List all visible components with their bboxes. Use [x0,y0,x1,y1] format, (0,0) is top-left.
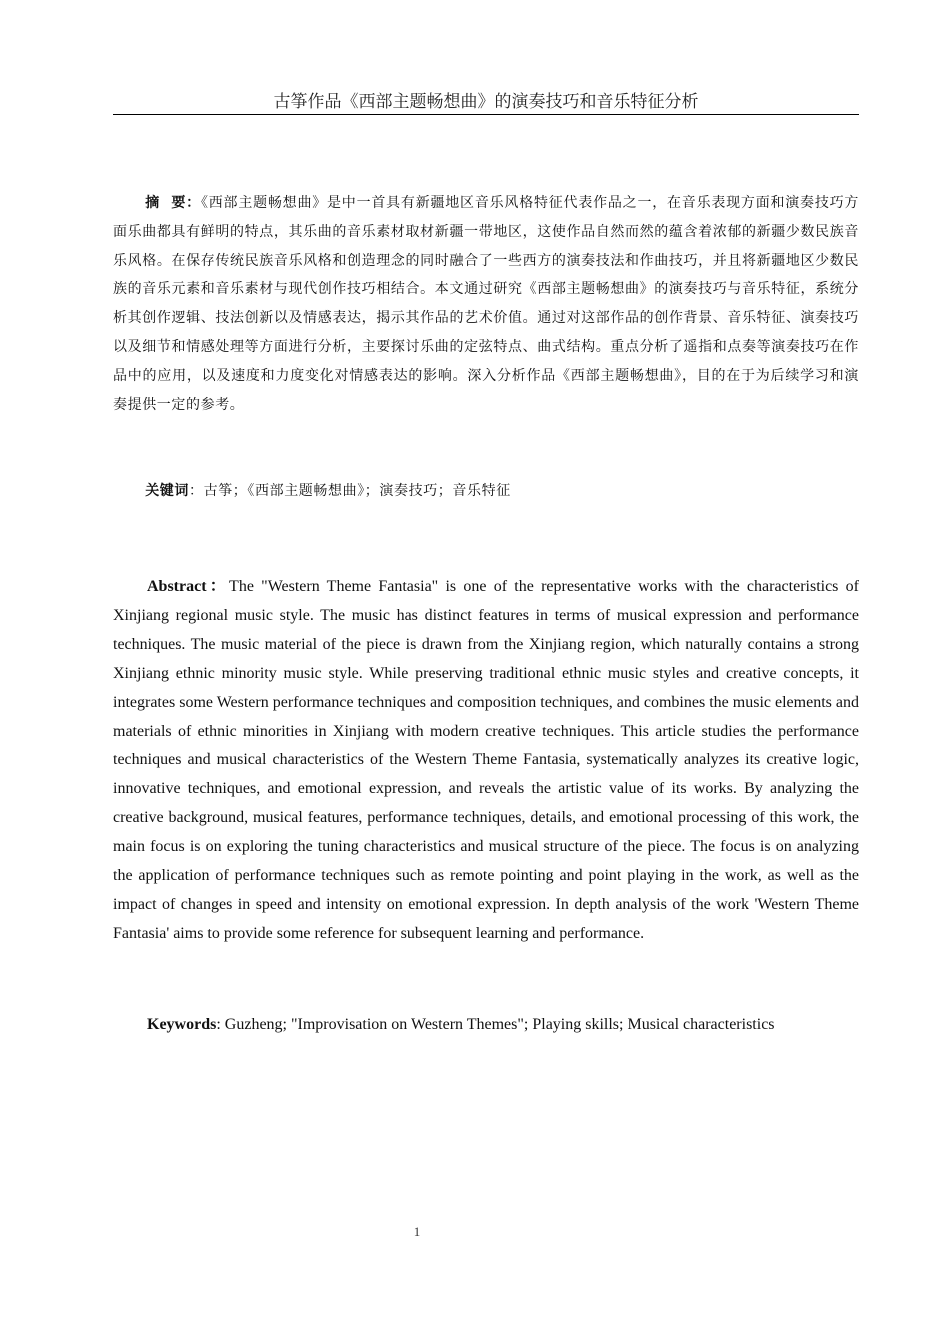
page-header-title: 古筝作品《西部主题畅想曲》的演奏技巧和音乐特征分析 [113,90,859,115]
chinese-keywords-label: 关键词 [145,483,189,499]
chinese-abstract [113,189,859,419]
english-abstract-separator: ： [206,578,230,595]
english-abstract-label: Abstract [147,578,207,595]
chinese-abstract-text: 《西部主题畅想曲》是中一首具有新疆地区音乐风格特征代表作品之一，在音乐表现方面和演奏技巧方面乐曲都具有鲜明的特点，其乐曲的音乐素材取材新疆一带地区，这使作品自然而然的蕴含着浓郁的新疆少数民族音乐风格。在保存传统民族音乐风格和创造理念的同时融合了一些西方的演奏技法和作曲技巧，并且将新疆地区少数民族的音乐元素和音乐素材与现代创作技巧相结合。本文通过研究《西部主题畅想曲》的演奏技巧与音乐特征，系统分析其创作逻辑、技法创新以及情感表达，揭示其作品的艺术价值。通过对这部作品的创作背景、音乐特征、演奏技巧以及细节和情感处理等方面进行分析，主要探讨乐曲的定弦特点、曲式结构。重点分析了遥指和点奏等演奏技巧在作品中的应用，以及速度和力度变化对情感表达的影响。深入分析作品《西部主题畅想曲》，目的在于为后续学习和演奏提供一定的参考。 [113,195,860,413]
english-abstract [113,573,859,949]
chinese-keywords-separator: ： [189,483,204,499]
chinese-keywords-text: 古筝；《西部主题畅想曲》；演奏技巧；音乐特征 [203,483,511,499]
chinese-abstract-label-first: 摘 [145,195,172,211]
english-keywords-text: Guzheng; "Improvisation on Western Themes"; Playing skills; Musical characteristics [224,1016,775,1033]
page-number: 1 [413,1224,421,1239]
chinese-abstract-label [145,195,201,211]
english-keywords-label: Keywords [147,1016,217,1033]
chinese-abstract-label-separator: ： [186,195,201,211]
english-keywords-separator: : [216,1016,225,1033]
english-abstract-text: The "Western Theme Fantasia" is one of the representative works with the characteristics of Xinjiang regional music style. The music has distinct features in terms of musical expression and performance techniques. The music material of the piece is drawn from the Xinjiang region, which naturally contains a strong Xinjiang ethnic minority music style. While preserving traditional ethnic music styles and creative concepts, it integrates some Western performance techniques and composition techniques, and combines the music elements and materials of ethnic minorities in Xinjiang with modern creative techniques. This article studies the performance techniques and musical characteristics of the Western Theme Fantasia, systematically analyzes its creative logic, innovative techniques, and emotional expression, and reveals the artistic value of its works. By analyzing the creative background, musical features, performance techniques, details, and emotional processing of this work, the main focus is on exploring the tuning characteristics and musical structure of the piece. The focus is on analyzing the application of performance techniques such as remote pointing and point playing in the work, as well as the impact of changes in speed and intensity on emotional expression. In depth analysis of the work 'Western Theme Fantasia' aims to provide some reference for subsequent learning and performance. [113,578,859,942]
chinese-keywords [113,477,859,506]
chinese-abstract-label-second: 要 [171,195,187,211]
english-keywords [113,1011,859,1040]
